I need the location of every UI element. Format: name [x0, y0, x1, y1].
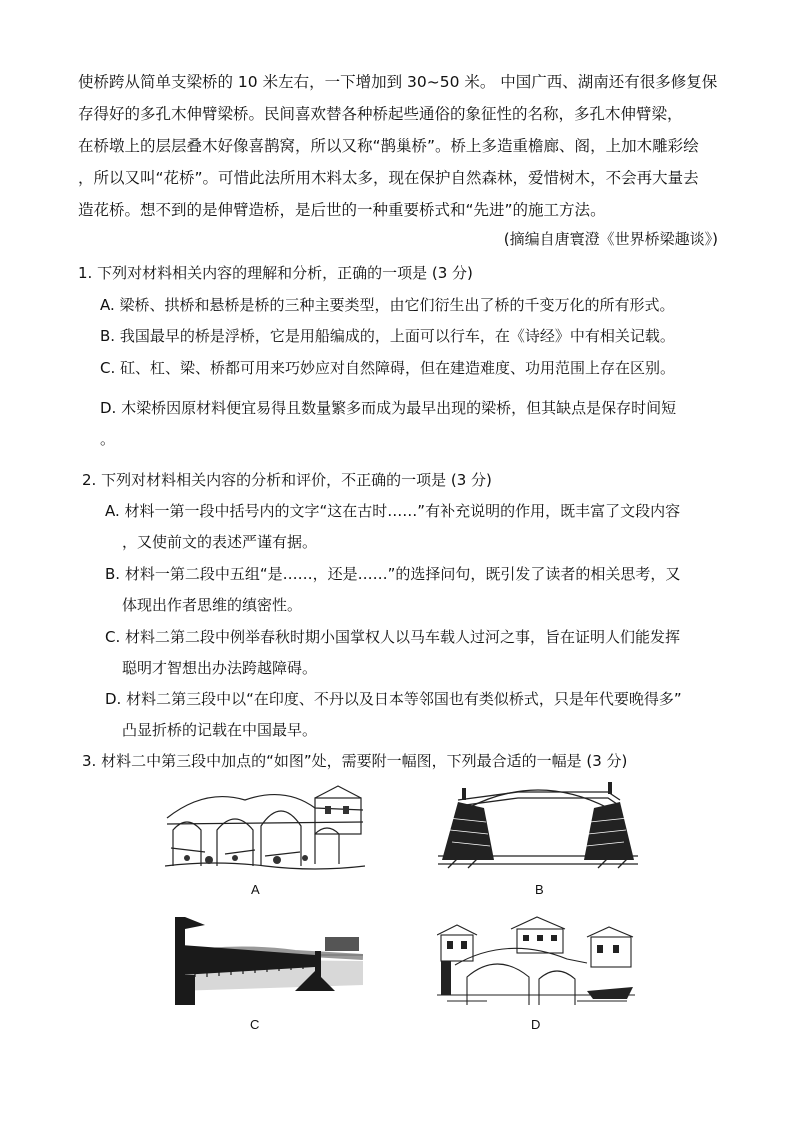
- q2-option-c: C. 材料二第二段中例举春秋时期小国掌权人以马车载人过河之事，旨在证明人们能发挥: [105, 628, 681, 646]
- figure-a-label: A: [251, 882, 260, 897]
- q1-option-b: B. 我国最早的桥是浮桥，它是用船编成的，上面可以行车，在《诗经》中有相关记载。: [100, 327, 675, 345]
- figure-b-label: B: [535, 882, 544, 897]
- figure-d-label: D: [531, 1017, 541, 1032]
- passage: [78, 66, 718, 226]
- passage-source: (摘编自唐寰澄《世界桥梁趣谈》): [503, 230, 718, 248]
- cantilever-wooden-bridge-sketch-icon: [438, 778, 638, 870]
- question-1-stem: 1. 下列对材料相关内容的理解和分析，正确的一项是 (3 分): [78, 264, 473, 282]
- q1-option-a: A. 梁桥、拱桥和悬桥是桥的三种主要类型，由它们衍生出了桥的千变万化的所有形式。: [100, 296, 675, 314]
- water-town-arch-bridge-sketch-icon: [437, 915, 635, 1007]
- q1-option-c: C. 矼、杠、梁、桥都可用来巧妙应对自然障碍，但在建造难度、功用范围上存在区别。: [100, 359, 676, 377]
- q2-option-c-cont: 聪明才智想出办法跨越障碍。: [122, 659, 318, 677]
- passage-line: 使桥跨从简单支梁桥的 10 米左右，一下增加到 30~50 米。 中国广西、湖南还有很多修复保: [78, 73, 718, 91]
- q2-option-a: A. 材料一第一段中括号内的文字“这在古时……”有补充说明的作用，既丰富了文段内容: [105, 502, 681, 520]
- figure-c-label: C: [250, 1017, 260, 1032]
- q1-option-d: D. 木梁桥因原材料便宜易得且数量繁多而成为最早出现的梁桥，但其缺点是保存时间短: [100, 399, 677, 417]
- q2-option-d-cont: 凸显折桥的记载在中国最早。: [122, 721, 318, 739]
- question-3-stem: 3. 材料二中第三段中加点的“如图”处，需要附一幅图，下列最合适的一幅是 (3 分): [82, 752, 628, 770]
- passage-line: 存得好的多孔木伸臂梁桥。民间喜欢替各种桥起些通俗的象征性的名称，多孔木伸臂梁，: [78, 105, 683, 123]
- q2-option-b-cont: 体现出作者思维的缜密性。: [122, 596, 303, 614]
- passage-line: 造花桥。想不到的是伸臂造桥，是后世的一种重要桥式和“先进”的施工方法。: [78, 201, 606, 219]
- q2-option-b: B. 材料一第二段中五组“是……，还是……”的选择问句，既引发了读者的相关思考，又: [105, 565, 681, 583]
- question-2-stem: 2. 下列对材料相关内容的分析和评价，不正确的一项是 (3 分): [82, 471, 492, 489]
- passage-line: ，所以又叫“花桥”。可惜此法所用木料太多，现在保护自然森林，爱惜树木，不会再大量去: [78, 169, 699, 187]
- q2-option-a-cont: ，又使前文的表述严谨有据。: [122, 533, 318, 551]
- q2-option-d: D. 材料二第三段中以“在印度、不丹以及日本等邻国也有类似桥式，只是年代要晚得多”: [105, 690, 682, 708]
- passage-line: 在桥墩上的层层叠木好像喜鹊窝，所以又称“鹊巢桥”。桥上多造重檐廊、阁，上加木雕彩绘: [78, 137, 699, 155]
- q1-option-d-cont: 。: [100, 430, 116, 448]
- stone-arch-bridge-sketch-icon: [165, 778, 365, 870]
- pontoon-bridge-photo-icon: [175, 915, 363, 1007]
